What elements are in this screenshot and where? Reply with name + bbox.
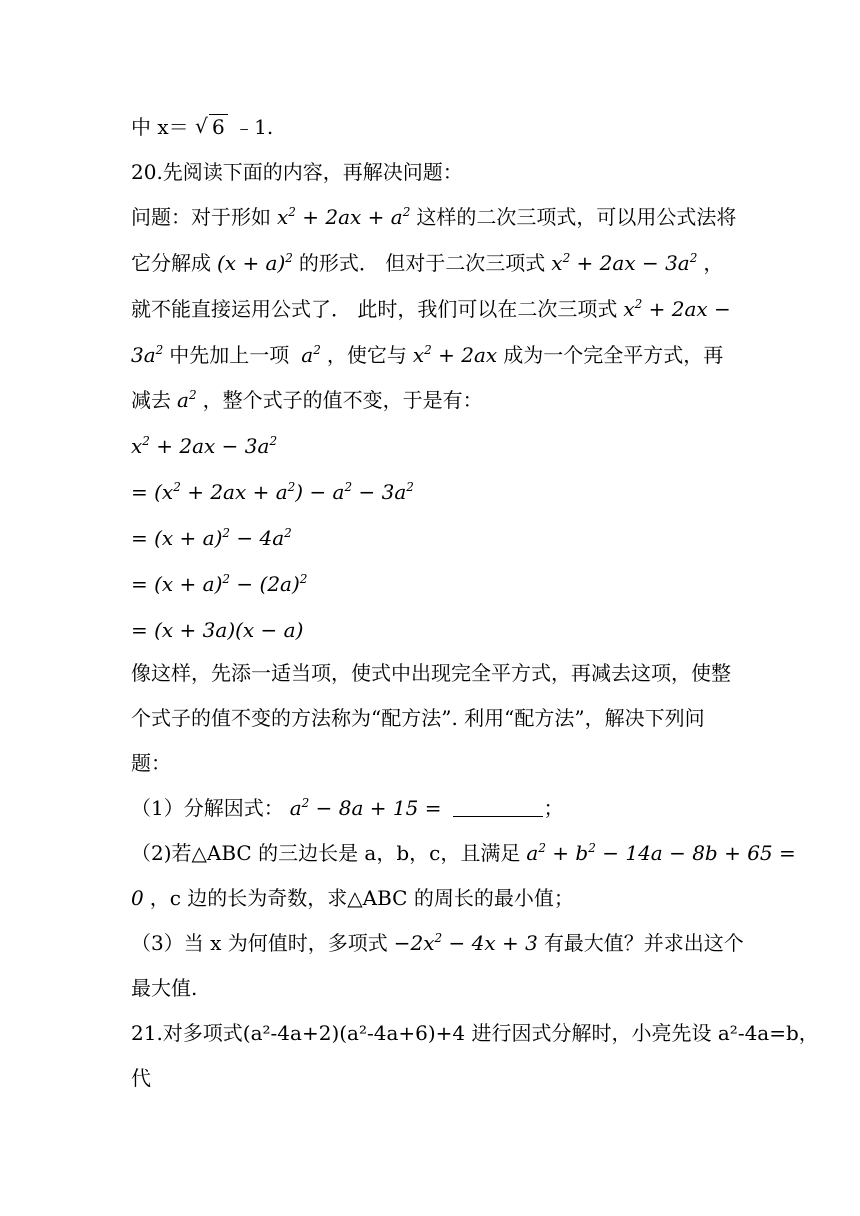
math-expression: $a^2 + b^2 - 14a - 8b + 65$ = xyxy=(526,841,796,865)
math-expression: $x^2 + 2ax + a^2$ xyxy=(277,205,411,229)
method-explanation-line-3: 题： xyxy=(131,751,171,775)
problem-20-text-line-5: 减去 $a^2$ ，整个式子的值不变，于是有： xyxy=(131,388,483,412)
math-expression: $x^2 + 2ax$ − xyxy=(623,297,731,321)
question-2-line-2: 0 ，c 边的长为奇数，求△ABC 的周长的最小值； xyxy=(131,886,574,910)
derivation-step-1: $x^2 + 2ax - 3a^2$ xyxy=(131,434,278,458)
problem-20-text-line-3: 就不能直接运用公式了． 此时，我们可以在二次三项式 $x^2 + 2ax$ − xyxy=(131,294,737,324)
answer-blank xyxy=(453,798,543,817)
square-root-six: √ 6 xyxy=(195,112,228,142)
math-expression: $a^2 - 8a + 15$ = xyxy=(289,796,442,820)
problem-21-line-2: 代 xyxy=(131,1066,151,1090)
problem-20-text-line-4: $3a^2$ 中先加上一项 $a^2$ ，使它与 $x^2 + 2ax$ 成为一个完全平方式，再 xyxy=(131,343,724,367)
math-expression: $x^2 + 2ax$ xyxy=(412,343,498,367)
problem-20-text-line-2: 它分解成 $(x + a)^2$ 的形式． 但对于二次三项式 $x^2 + 2ax - 3a^2$ ， xyxy=(131,251,724,275)
question-2-line-1: （2)若△ABC 的三边长是 a，b，c，且满足 $a^2 + b^2 - 14a - 8b + 65$ = xyxy=(131,838,802,868)
problem-21-line-1: 21.对多项式(a²-4a+2)(a²-4a+6)+4 进行因式分解时，小亮先设 a²-4a=b， xyxy=(131,1021,819,1045)
derivation-step-2: = $(x^2 + 2ax + a^2) - a^2 - 3a^2$ xyxy=(131,480,414,504)
derivation-step-3: = $(x + a)^2 - 4a^2$ xyxy=(131,526,292,550)
math-expression: $3a^2$ xyxy=(131,343,164,367)
question-1: （1）分解因式： $a^2 - 8a + 15$ = ； xyxy=(131,796,564,820)
derivation-step-4: = $(x + a)^2 - (2a)^2$ xyxy=(131,572,308,596)
problem-20-heading: 20.先阅读下面的内容，再解决问题： xyxy=(131,160,463,184)
problem-20-text-line-1: 问题：对于形如 $x^2 + 2ax + a^2$ 这样的二次三项式，可以用公式法将 xyxy=(131,205,737,229)
method-explanation-line-1: 像这样，先添一适当项，使式中出现完全平方式，再减去这项，使整 xyxy=(131,661,731,685)
math-expression: $a^2$ xyxy=(177,388,197,412)
math-expression: $x^2 + 2ax - 3a^2$ xyxy=(551,251,698,275)
math-expression: 0 xyxy=(131,886,144,910)
method-explanation-line-2: 个式子的值不变的方法称为“配方法”. 利用“配方法”，解决下列问 xyxy=(131,706,705,730)
question-3-line-2: 最大值. xyxy=(131,976,198,1000)
math-expression: $a^2$ xyxy=(301,343,321,367)
derivation-step-5: = (x + 3a)(x − a) xyxy=(131,618,304,642)
line-solution-x-value: 中 x＝ √ 6 ﹣1. xyxy=(131,112,273,142)
question-3-line-1: （3）当 x 为何值时，多项式 $-2x^2 - 4x + 3$ 有最大值？并求出这个 xyxy=(131,931,744,955)
math-expression: $(x + a)^2$ xyxy=(217,251,293,275)
math-expression: $-2x^2 - 4x + 3$ xyxy=(393,931,538,955)
